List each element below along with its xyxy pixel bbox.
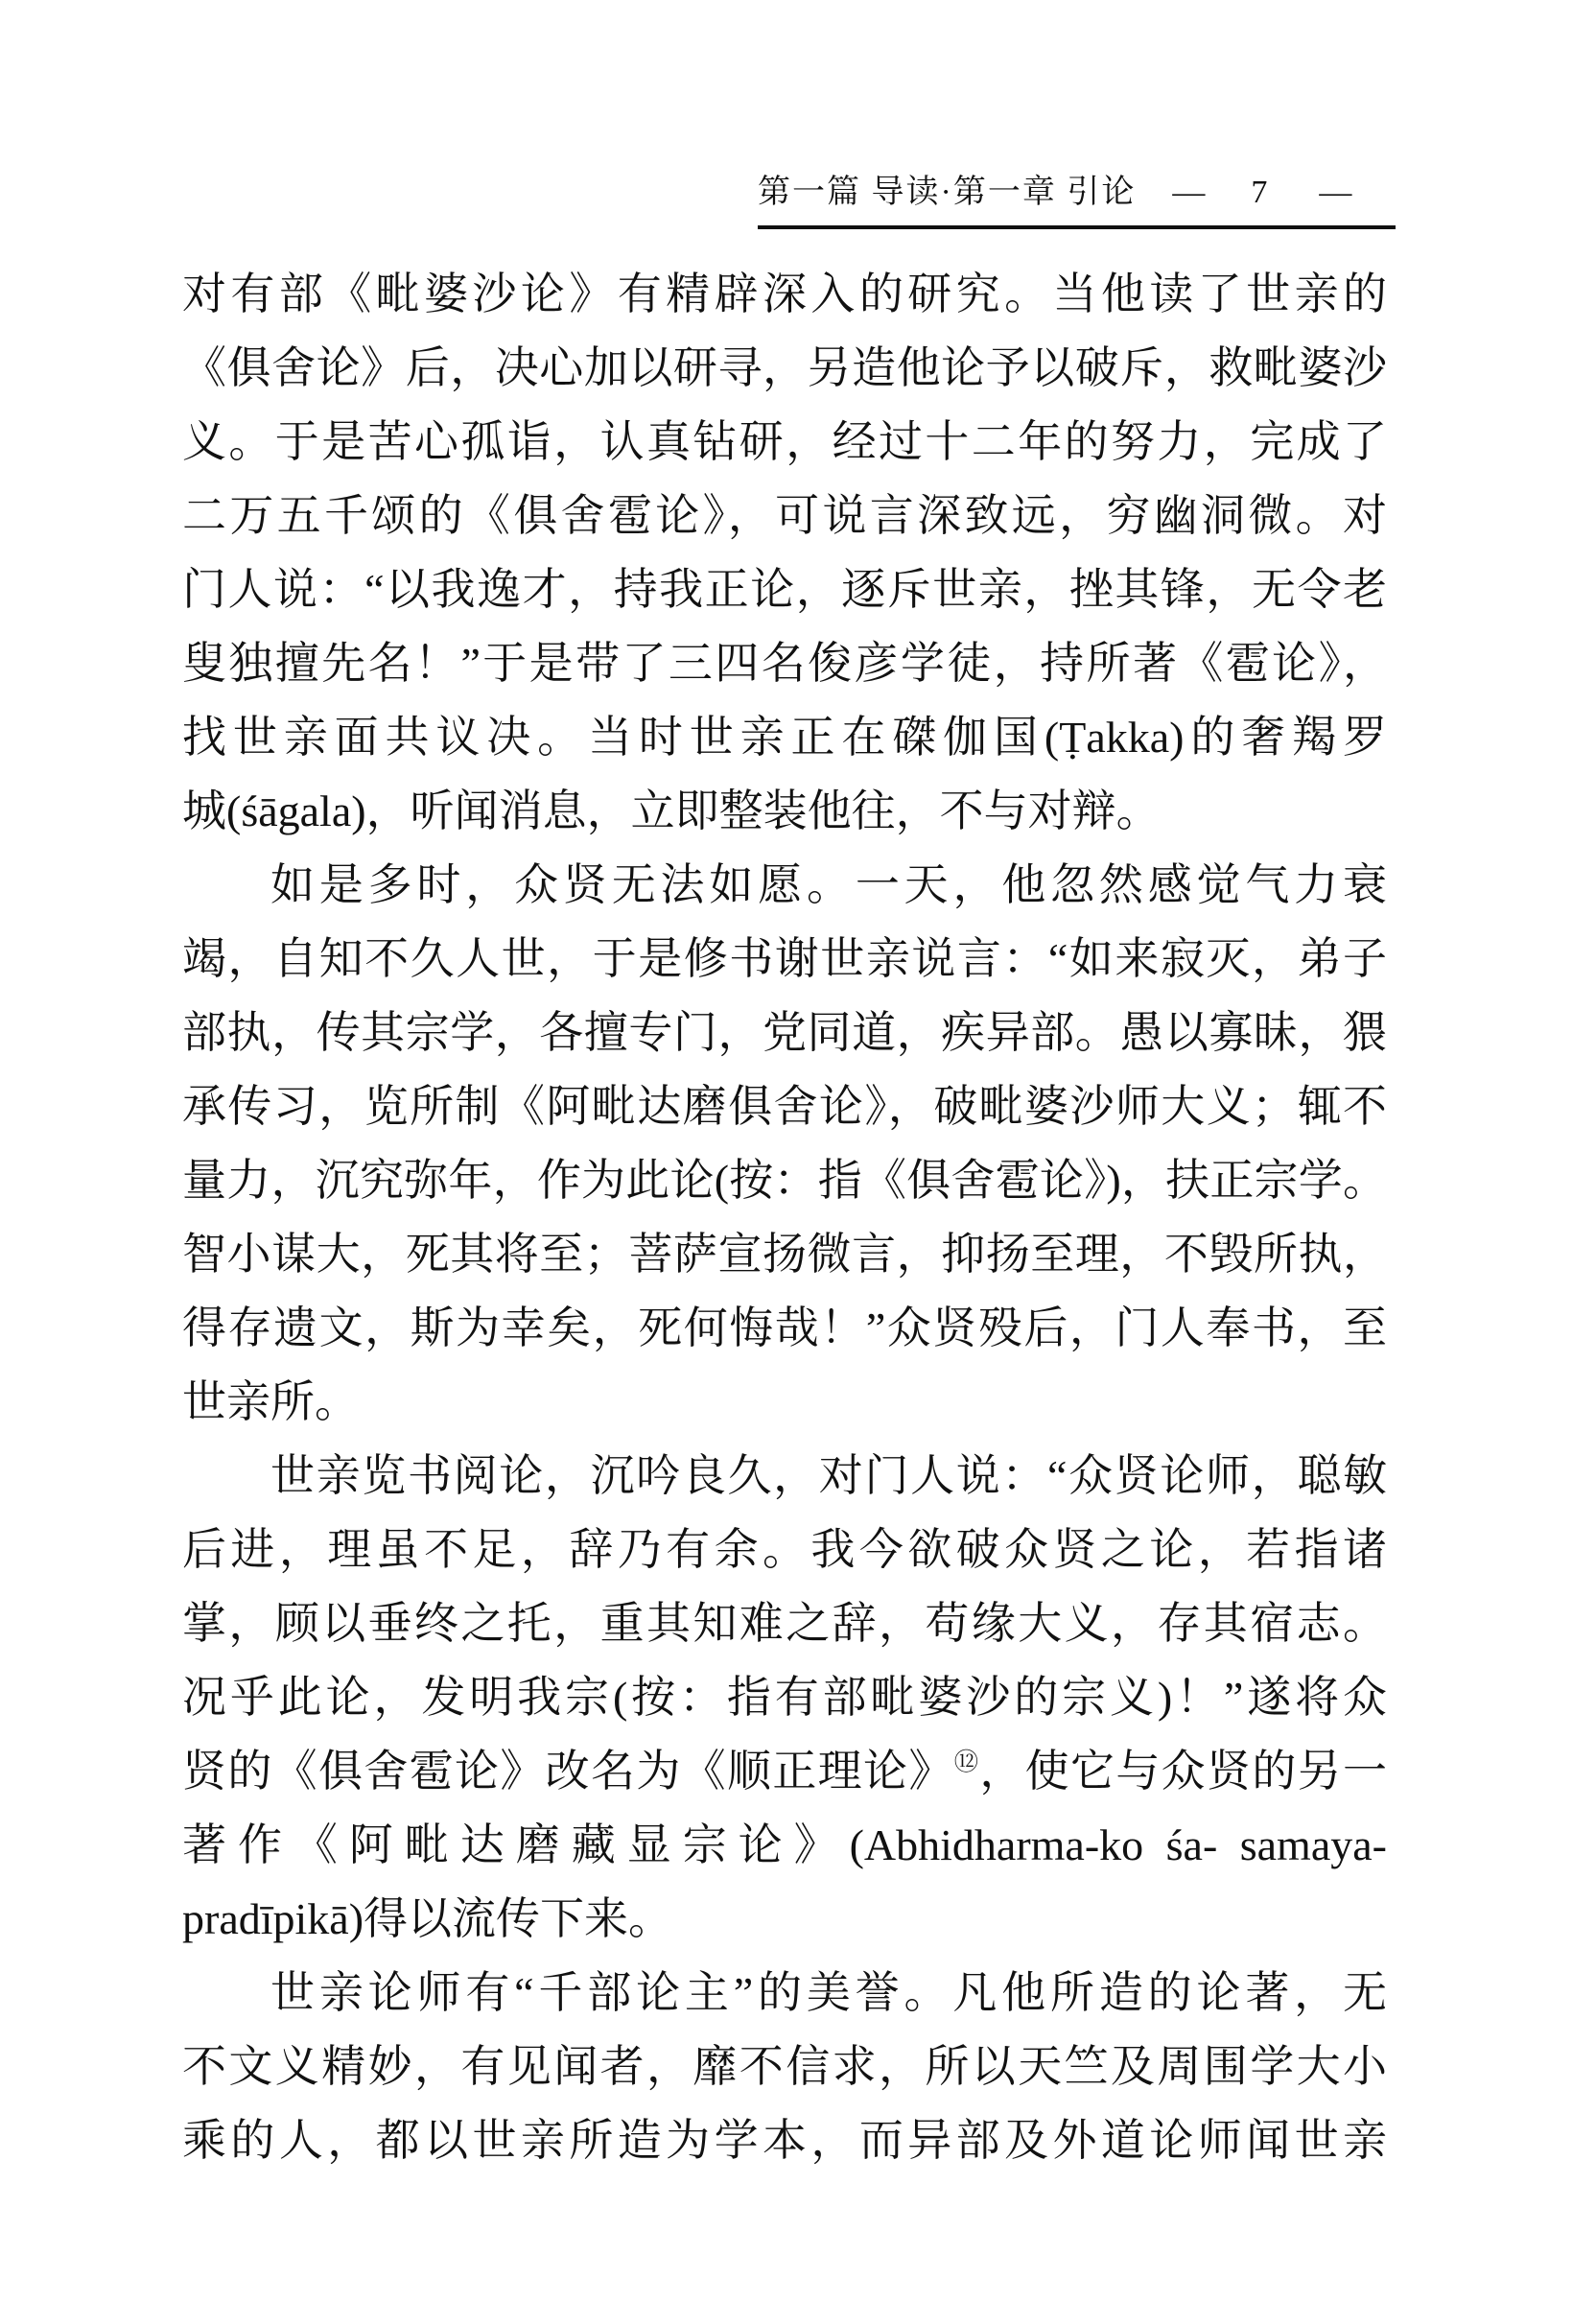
body-line <box>182 257 1387 331</box>
body-line-paragraph-end <box>182 774 1387 848</box>
line-text: 叟独擅先名！”于是带了三四名俊彦学徒，持所著《雹论》， <box>182 639 1387 688</box>
page-number: 7 <box>1251 175 1270 210</box>
header-dash-left: — <box>1172 175 1208 210</box>
line-text: 得存遗文，斯为幸矣，死何悔哉！”众贤殁后，门人奉书，至 <box>182 1303 1387 1352</box>
page-header <box>758 165 1396 229</box>
body-line <box>182 1143 1387 1217</box>
line-text: 后进，理虽不足，辞乃有余。我今欲破众贤之论，若指诸 <box>182 1525 1387 1574</box>
header-section-title: 第一篇 导读·第一章 引论 <box>758 175 1137 210</box>
line-text: 著作《阿毗达磨藏显宗论》(Abhidharma-ko śa- samaya- <box>182 1820 1387 1869</box>
line-text: 世亲览书阅论，沉吟良久，对门人说：“众贤论师，聪敏 <box>270 1451 1387 1500</box>
line-text: 如是多时，众贤无法如愿。一天，他忽然感觉气力衰 <box>270 860 1387 909</box>
body-line <box>182 1586 1387 1660</box>
line-text: pradīpikā)得以流传下来。 <box>182 1894 673 1943</box>
body-line <box>182 626 1387 700</box>
body-line <box>182 700 1387 774</box>
line-text: 二万五千颂的《俱舍雹论》，可说言深致远，穷幽洞微。对 <box>182 491 1387 540</box>
line-text: 不文义精妙，有见闻者，靡不信求，所以天竺及周围学大小 <box>182 2042 1387 2091</box>
body-line <box>182 1660 1387 1734</box>
line-text: 贤的《俱舍雹论》改名为《顺正理论》 <box>182 1747 954 1796</box>
body-line-paragraph-start <box>182 1956 1387 2030</box>
line-text: 承传习，览所制《阿毗达磨俱舍论》，破毗婆沙师大义；辄不 <box>182 1082 1387 1131</box>
body-line <box>182 2030 1387 2103</box>
body-line <box>182 1513 1387 1586</box>
body-line-paragraph-end <box>182 1882 1387 1956</box>
body-line <box>182 1808 1387 1882</box>
body-line <box>182 922 1387 996</box>
line-text: 况乎此论，发明我宗(按：指有部毗婆沙的宗义)！”遂将众 <box>182 1673 1387 1722</box>
line-text: 门人说：“以我逸才，持我正论，逐斥世亲，挫其锋，无令老 <box>182 565 1387 614</box>
body-line <box>182 405 1387 479</box>
body-line <box>182 2103 1387 2177</box>
body-line <box>182 1069 1387 1143</box>
body-line <box>182 552 1387 626</box>
line-text: 量力，沉究弥年，作为此论(按：指《俱舍雹论》)，扶正宗学。 <box>182 1156 1387 1205</box>
header-dash-right: — <box>1319 175 1354 210</box>
line-text: 乘的人，都以世亲所造为学本，而异部及外道论师闻世亲 <box>182 2116 1387 2165</box>
body-line <box>182 1291 1387 1365</box>
body-line <box>182 996 1387 1069</box>
body-line-paragraph-start <box>182 1439 1387 1513</box>
line-text: 《俱舍论》后，决心加以研寻，另造他论予以破斥，救毗婆沙 <box>182 343 1387 392</box>
body-line-with-footnote <box>182 1734 1387 1808</box>
line-text: 掌，顾以垂终之托，重其知难之辞，苟缘大义，存其宿志。 <box>182 1599 1387 1648</box>
body-line <box>182 1217 1387 1291</box>
line-text: 义。于是苦心孤诣，认真钻研，经过十二年的努力，完成了 <box>182 417 1387 466</box>
line-text: ，使它与众贤的另一 <box>979 1747 1388 1796</box>
line-text: 找世亲面共议决。当时世亲正在磔伽国(Ṭakka)的奢羯罗 <box>182 713 1387 762</box>
body-line-paragraph-start <box>182 848 1387 922</box>
body-line <box>182 331 1387 405</box>
footnote-marker-12: ⑫ <box>953 1749 980 1776</box>
body-line <box>182 479 1387 552</box>
body-line-paragraph-end <box>182 1365 1387 1439</box>
line-text: 智小谋大，死其将至；菩萨宣扬微言，抑扬至理，不毁所执， <box>182 1230 1387 1279</box>
line-text: 竭，自知不久人世，于是修书谢世亲说言：“如来寂灭，弟子 <box>182 934 1387 983</box>
line-text: 世亲论师有“千部论主”的美誉。凡他所造的论著，无 <box>270 1968 1387 2017</box>
line-text: 对有部《毗婆沙论》有精辟深入的研究。当他读了世亲的 <box>182 270 1387 318</box>
line-text: 世亲所。 <box>182 1377 359 1426</box>
body-text <box>182 257 1387 2177</box>
line-text: 城(śāgala)，听闻消息，立即整装他往，不与对辩。 <box>182 787 1161 835</box>
line-text: 部执，传其宗学，各擅专门，党同道，疾异部。愚以寡昧，猥 <box>182 1008 1387 1057</box>
